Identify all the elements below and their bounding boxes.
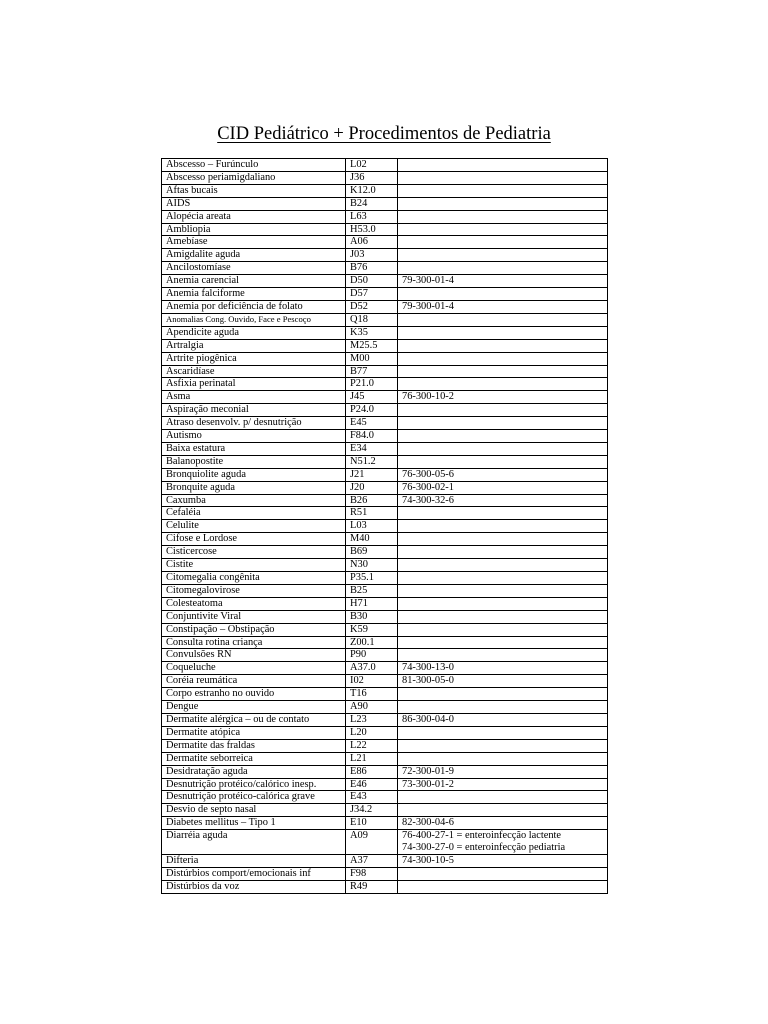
condition-cell: Artrite piogênica <box>162 352 346 365</box>
table-row <box>162 675 608 688</box>
cid-code-cell: A37 <box>346 854 398 867</box>
procedure-cell <box>398 223 608 236</box>
procedure-cell <box>398 352 608 365</box>
condition-cell: Cistite <box>162 559 346 572</box>
table-row <box>162 880 608 893</box>
table-row <box>162 739 608 752</box>
procedure-cell <box>398 507 608 520</box>
procedure-cell <box>398 236 608 249</box>
cid-code-cell: B30 <box>346 610 398 623</box>
table-row <box>162 854 608 867</box>
condition-cell: Amebíase <box>162 236 346 249</box>
condition-cell: Asma <box>162 391 346 404</box>
cid-code-cell: H71 <box>346 597 398 610</box>
cid-code-cell: N51.2 <box>346 455 398 468</box>
condition-cell: Dermatite alérgica – ou de contato <box>162 713 346 726</box>
procedure-cell <box>398 326 608 339</box>
table-row <box>162 262 608 275</box>
procedure-cell <box>398 210 608 223</box>
procedure-cell <box>398 442 608 455</box>
table-row <box>162 455 608 468</box>
cid-code-cell: L22 <box>346 739 398 752</box>
condition-cell: Apendicite aguda <box>162 326 346 339</box>
table-row <box>162 171 608 184</box>
cid-code-cell: J34.2 <box>346 804 398 817</box>
table-row <box>162 417 608 430</box>
condition-cell: Difteria <box>162 854 346 867</box>
condition-cell: Caxumba <box>162 494 346 507</box>
table-row <box>162 701 608 714</box>
page-title: CID Pediátrico + Procedimentos de Pediatria <box>217 124 551 144</box>
procedure-code: 79-300-01-4 <box>402 300 454 312</box>
cid-code-cell: J45 <box>346 391 398 404</box>
procedure-cell <box>398 559 608 572</box>
table-row <box>162 236 608 249</box>
procedure-cell <box>398 713 608 726</box>
condition-cell: Coqueluche <box>162 662 346 675</box>
condition-cell: Bronquiolite aguda <box>162 468 346 481</box>
procedure-cell <box>398 623 608 636</box>
cid-code-cell: L20 <box>346 726 398 739</box>
condition-cell: Autismo <box>162 430 346 443</box>
cid-code-cell: E34 <box>346 442 398 455</box>
condition-cell: Dengue <box>162 701 346 714</box>
procedure-cell <box>398 726 608 739</box>
table-row <box>162 546 608 559</box>
cid-code-cell: A09 <box>346 830 398 855</box>
procedure-cell <box>398 494 608 507</box>
cid-code-cell: K12.0 <box>346 184 398 197</box>
table-row <box>162 559 608 572</box>
cid-code-cell: R51 <box>346 507 398 520</box>
table-row <box>162 326 608 339</box>
table-row <box>162 610 608 623</box>
table-row <box>162 197 608 210</box>
procedure-cell <box>398 468 608 481</box>
condition-cell: Colesteatoma <box>162 597 346 610</box>
cid-code-cell: J36 <box>346 171 398 184</box>
table-row <box>162 804 608 817</box>
condition-cell: Anemia falciforme <box>162 288 346 301</box>
cid-code-cell: A37.0 <box>346 662 398 675</box>
procedure-cell <box>398 339 608 352</box>
table-row <box>162 572 608 585</box>
table-row <box>162 275 608 288</box>
condition-cell: Baixa estatura <box>162 442 346 455</box>
table-row <box>162 494 608 507</box>
cid-code-cell: B76 <box>346 262 398 275</box>
condition-cell: Abscesso periamigdaliano <box>162 171 346 184</box>
condition-cell: Aspiração meconial <box>162 404 346 417</box>
condition-cell: Artralgia <box>162 339 346 352</box>
procedure-cell <box>398 171 608 184</box>
cid-code-cell: K35 <box>346 326 398 339</box>
cid-code-cell: B26 <box>346 494 398 507</box>
procedure-cell <box>398 867 608 880</box>
table-row <box>162 378 608 391</box>
cid-code-cell: E45 <box>346 417 398 430</box>
procedure-code: 74-300-13-0 <box>402 662 454 674</box>
procedure-cell <box>398 817 608 830</box>
procedure-cell <box>398 455 608 468</box>
condition-cell: Dermatite seborreica <box>162 752 346 765</box>
table-row <box>162 300 608 313</box>
cid-code-cell: P24.0 <box>346 404 398 417</box>
procedure-cell <box>398 262 608 275</box>
procedure-cell <box>398 275 608 288</box>
procedure-cell <box>398 481 608 494</box>
table-row <box>162 468 608 481</box>
condition-cell: Dermatite das fraldas <box>162 739 346 752</box>
procedure-code: 76-300-05-6 <box>402 468 454 480</box>
procedure-code: 76-400-27-1 = enteroinfecção lactente <box>402 830 562 842</box>
procedure-cell <box>398 701 608 714</box>
cid-code-cell: L23 <box>346 713 398 726</box>
procedure-cell <box>398 249 608 262</box>
procedure-cell <box>398 533 608 546</box>
table-row <box>162 404 608 417</box>
procedure-cell <box>398 378 608 391</box>
table-row <box>162 391 608 404</box>
cid-code-cell: P90 <box>346 649 398 662</box>
procedure-cell <box>398 417 608 430</box>
cid-code-cell: D52 <box>346 300 398 313</box>
table-row <box>162 623 608 636</box>
procedure-cell <box>398 688 608 701</box>
condition-cell: Anemia carencial <box>162 275 346 288</box>
table-row <box>162 520 608 533</box>
procedure-cell <box>398 546 608 559</box>
cid-code-cell: A90 <box>346 701 398 714</box>
cid-code-cell: E10 <box>346 817 398 830</box>
table-row <box>162 584 608 597</box>
cid-code-cell: P35.1 <box>346 572 398 585</box>
cid-code-cell: B25 <box>346 584 398 597</box>
procedure-cell <box>398 830 608 855</box>
procedure-cell <box>398 313 608 326</box>
table-row <box>162 649 608 662</box>
table-row <box>162 688 608 701</box>
cid-code-cell: L02 <box>346 159 398 172</box>
condition-cell: Bronquite aguda <box>162 481 346 494</box>
condition-cell: Distúrbios comport/emocionais inf <box>162 867 346 880</box>
procedure-cell <box>398 572 608 585</box>
procedure-cell <box>398 662 608 675</box>
cid-code-cell: H53.0 <box>346 223 398 236</box>
cid-code-cell: Q18 <box>346 313 398 326</box>
table-row <box>162 210 608 223</box>
condition-cell: Anomalias Cong. Ouvido, Face e Pescoço <box>162 313 346 326</box>
cid-code-cell: I02 <box>346 675 398 688</box>
table-row <box>162 365 608 378</box>
table-row <box>162 339 608 352</box>
procedure-cell <box>398 288 608 301</box>
procedure-cell <box>398 765 608 778</box>
table-row <box>162 533 608 546</box>
condition-cell: AIDS <box>162 197 346 210</box>
table-row <box>162 778 608 791</box>
table-row <box>162 507 608 520</box>
condition-cell: Diarréia aguda <box>162 830 346 855</box>
procedure-cell <box>398 159 608 172</box>
procedure-cell <box>398 739 608 752</box>
table-row <box>162 313 608 326</box>
cid-code-cell: L21 <box>346 752 398 765</box>
procedure-code: 72-300-01-9 <box>402 765 454 777</box>
condition-cell: Ancilostomíase <box>162 262 346 275</box>
table-row <box>162 159 608 172</box>
cid-table <box>161 158 608 894</box>
cid-code-cell: T16 <box>346 688 398 701</box>
cid-code-cell: E86 <box>346 765 398 778</box>
table-row <box>162 223 608 236</box>
procedure-cell <box>398 778 608 791</box>
procedure-cell <box>398 649 608 662</box>
table-row <box>162 765 608 778</box>
cid-code-cell: K59 <box>346 623 398 636</box>
procedure-cell <box>398 880 608 893</box>
cid-code-cell: J21 <box>346 468 398 481</box>
procedure-code: 81-300-05-0 <box>402 675 454 687</box>
procedure-code: 76-300-02-1 <box>402 481 454 493</box>
cid-code-cell: L63 <box>346 210 398 223</box>
condition-cell: Dermatite atópica <box>162 726 346 739</box>
condition-cell: Constipação – Obstipação <box>162 623 346 636</box>
condition-cell: Alopécia areata <box>162 210 346 223</box>
procedure-code: 74-300-27-0 = enteroinfecção pediatria <box>402 842 566 854</box>
procedure-cell <box>398 184 608 197</box>
condition-cell: Citomegalovirose <box>162 584 346 597</box>
condition-cell: Citomegalia congênita <box>162 572 346 585</box>
cid-code-cell: A06 <box>346 236 398 249</box>
condition-cell: Ambliopia <box>162 223 346 236</box>
cid-code-cell: D57 <box>346 288 398 301</box>
condition-cell: Amigdalite aguda <box>162 249 346 262</box>
procedure-cell <box>398 675 608 688</box>
procedure-cell <box>398 365 608 378</box>
procedure-code: 76-300-10-2 <box>402 391 454 403</box>
condition-cell: Anemia por deficiência de folato <box>162 300 346 313</box>
procedure-cell <box>398 430 608 443</box>
table-row <box>162 867 608 880</box>
condition-cell: Convulsões RN <box>162 649 346 662</box>
condition-cell: Cifose e Lordose <box>162 533 346 546</box>
condition-cell: Balanopostite <box>162 455 346 468</box>
procedure-cell <box>398 520 608 533</box>
cid-code-cell: R49 <box>346 880 398 893</box>
table-row <box>162 597 608 610</box>
table-row <box>162 249 608 262</box>
table-row <box>162 662 608 675</box>
procedure-code: 74-300-10-5 <box>402 854 454 866</box>
procedure-code: 82-300-04-6 <box>402 817 454 829</box>
procedure-cell <box>398 597 608 610</box>
procedure-code: 73-300-01-2 <box>402 778 454 790</box>
cid-code-cell: J03 <box>346 249 398 262</box>
table-row <box>162 352 608 365</box>
procedure-cell <box>398 610 608 623</box>
condition-cell: Cefaléia <box>162 507 346 520</box>
cid-code-cell: N30 <box>346 559 398 572</box>
condition-cell: Conjuntivite Viral <box>162 610 346 623</box>
cid-code-cell: P21.0 <box>346 378 398 391</box>
table-row <box>162 430 608 443</box>
table-row <box>162 726 608 739</box>
cid-code-cell: B24 <box>346 197 398 210</box>
condition-cell: Aftas bucais <box>162 184 346 197</box>
cid-code-cell: F84.0 <box>346 430 398 443</box>
condition-cell: Desidratação aguda <box>162 765 346 778</box>
procedure-cell <box>398 791 608 804</box>
table-row <box>162 713 608 726</box>
condition-cell: Asfixia perinatal <box>162 378 346 391</box>
procedure-cell <box>398 404 608 417</box>
procedure-cell <box>398 804 608 817</box>
cid-code-cell: F98 <box>346 867 398 880</box>
procedure-cell <box>398 391 608 404</box>
condition-cell: Corpo estranho no ouvido <box>162 688 346 701</box>
condition-cell: Diabetes mellitus – Tipo 1 <box>162 817 346 830</box>
cid-code-cell: Z00.1 <box>346 636 398 649</box>
cid-code-cell: M00 <box>346 352 398 365</box>
procedure-cell <box>398 300 608 313</box>
cid-code-cell: D50 <box>346 275 398 288</box>
table-row <box>162 288 608 301</box>
procedure-code: 79-300-01-4 <box>402 275 454 287</box>
procedure-cell <box>398 752 608 765</box>
table-row <box>162 752 608 765</box>
condition-cell: Consulta rotina criança <box>162 636 346 649</box>
procedure-code: 86-300-04-0 <box>402 713 454 725</box>
table-row <box>162 636 608 649</box>
procedure-cell <box>398 636 608 649</box>
cid-code-cell: L03 <box>346 520 398 533</box>
condition-cell: Desvio de septo nasal <box>162 804 346 817</box>
condition-cell: Celulite <box>162 520 346 533</box>
cid-code-cell: B69 <box>346 546 398 559</box>
table-row <box>162 791 608 804</box>
table-row <box>162 481 608 494</box>
table-row <box>162 830 608 855</box>
condition-cell: Coréia reumática <box>162 675 346 688</box>
procedure-cell <box>398 854 608 867</box>
condition-cell: Ascaridíase <box>162 365 346 378</box>
table-row <box>162 184 608 197</box>
procedure-cell <box>398 584 608 597</box>
condition-cell: Desnutrição protéico/calórico inesp. <box>162 778 346 791</box>
procedure-cell <box>398 197 608 210</box>
condition-cell: Desnutrição protéico-calórica grave <box>162 791 346 804</box>
table-row <box>162 817 608 830</box>
procedure-code: 74-300-32-6 <box>402 494 454 506</box>
cid-code-cell: E46 <box>346 778 398 791</box>
condition-cell: Atraso desenvolv. p/ desnutrição <box>162 417 346 430</box>
cid-table-body <box>162 159 608 894</box>
table-row <box>162 442 608 455</box>
cid-code-cell: B77 <box>346 365 398 378</box>
cid-code-cell: M25.5 <box>346 339 398 352</box>
condition-cell: Distúrbios da voz <box>162 880 346 893</box>
cid-code-cell: E43 <box>346 791 398 804</box>
cid-code-cell: J20 <box>346 481 398 494</box>
cid-code-cell: M40 <box>346 533 398 546</box>
condition-cell: Cisticercose <box>162 546 346 559</box>
condition-cell: Abscesso – Furúnculo <box>162 159 346 172</box>
